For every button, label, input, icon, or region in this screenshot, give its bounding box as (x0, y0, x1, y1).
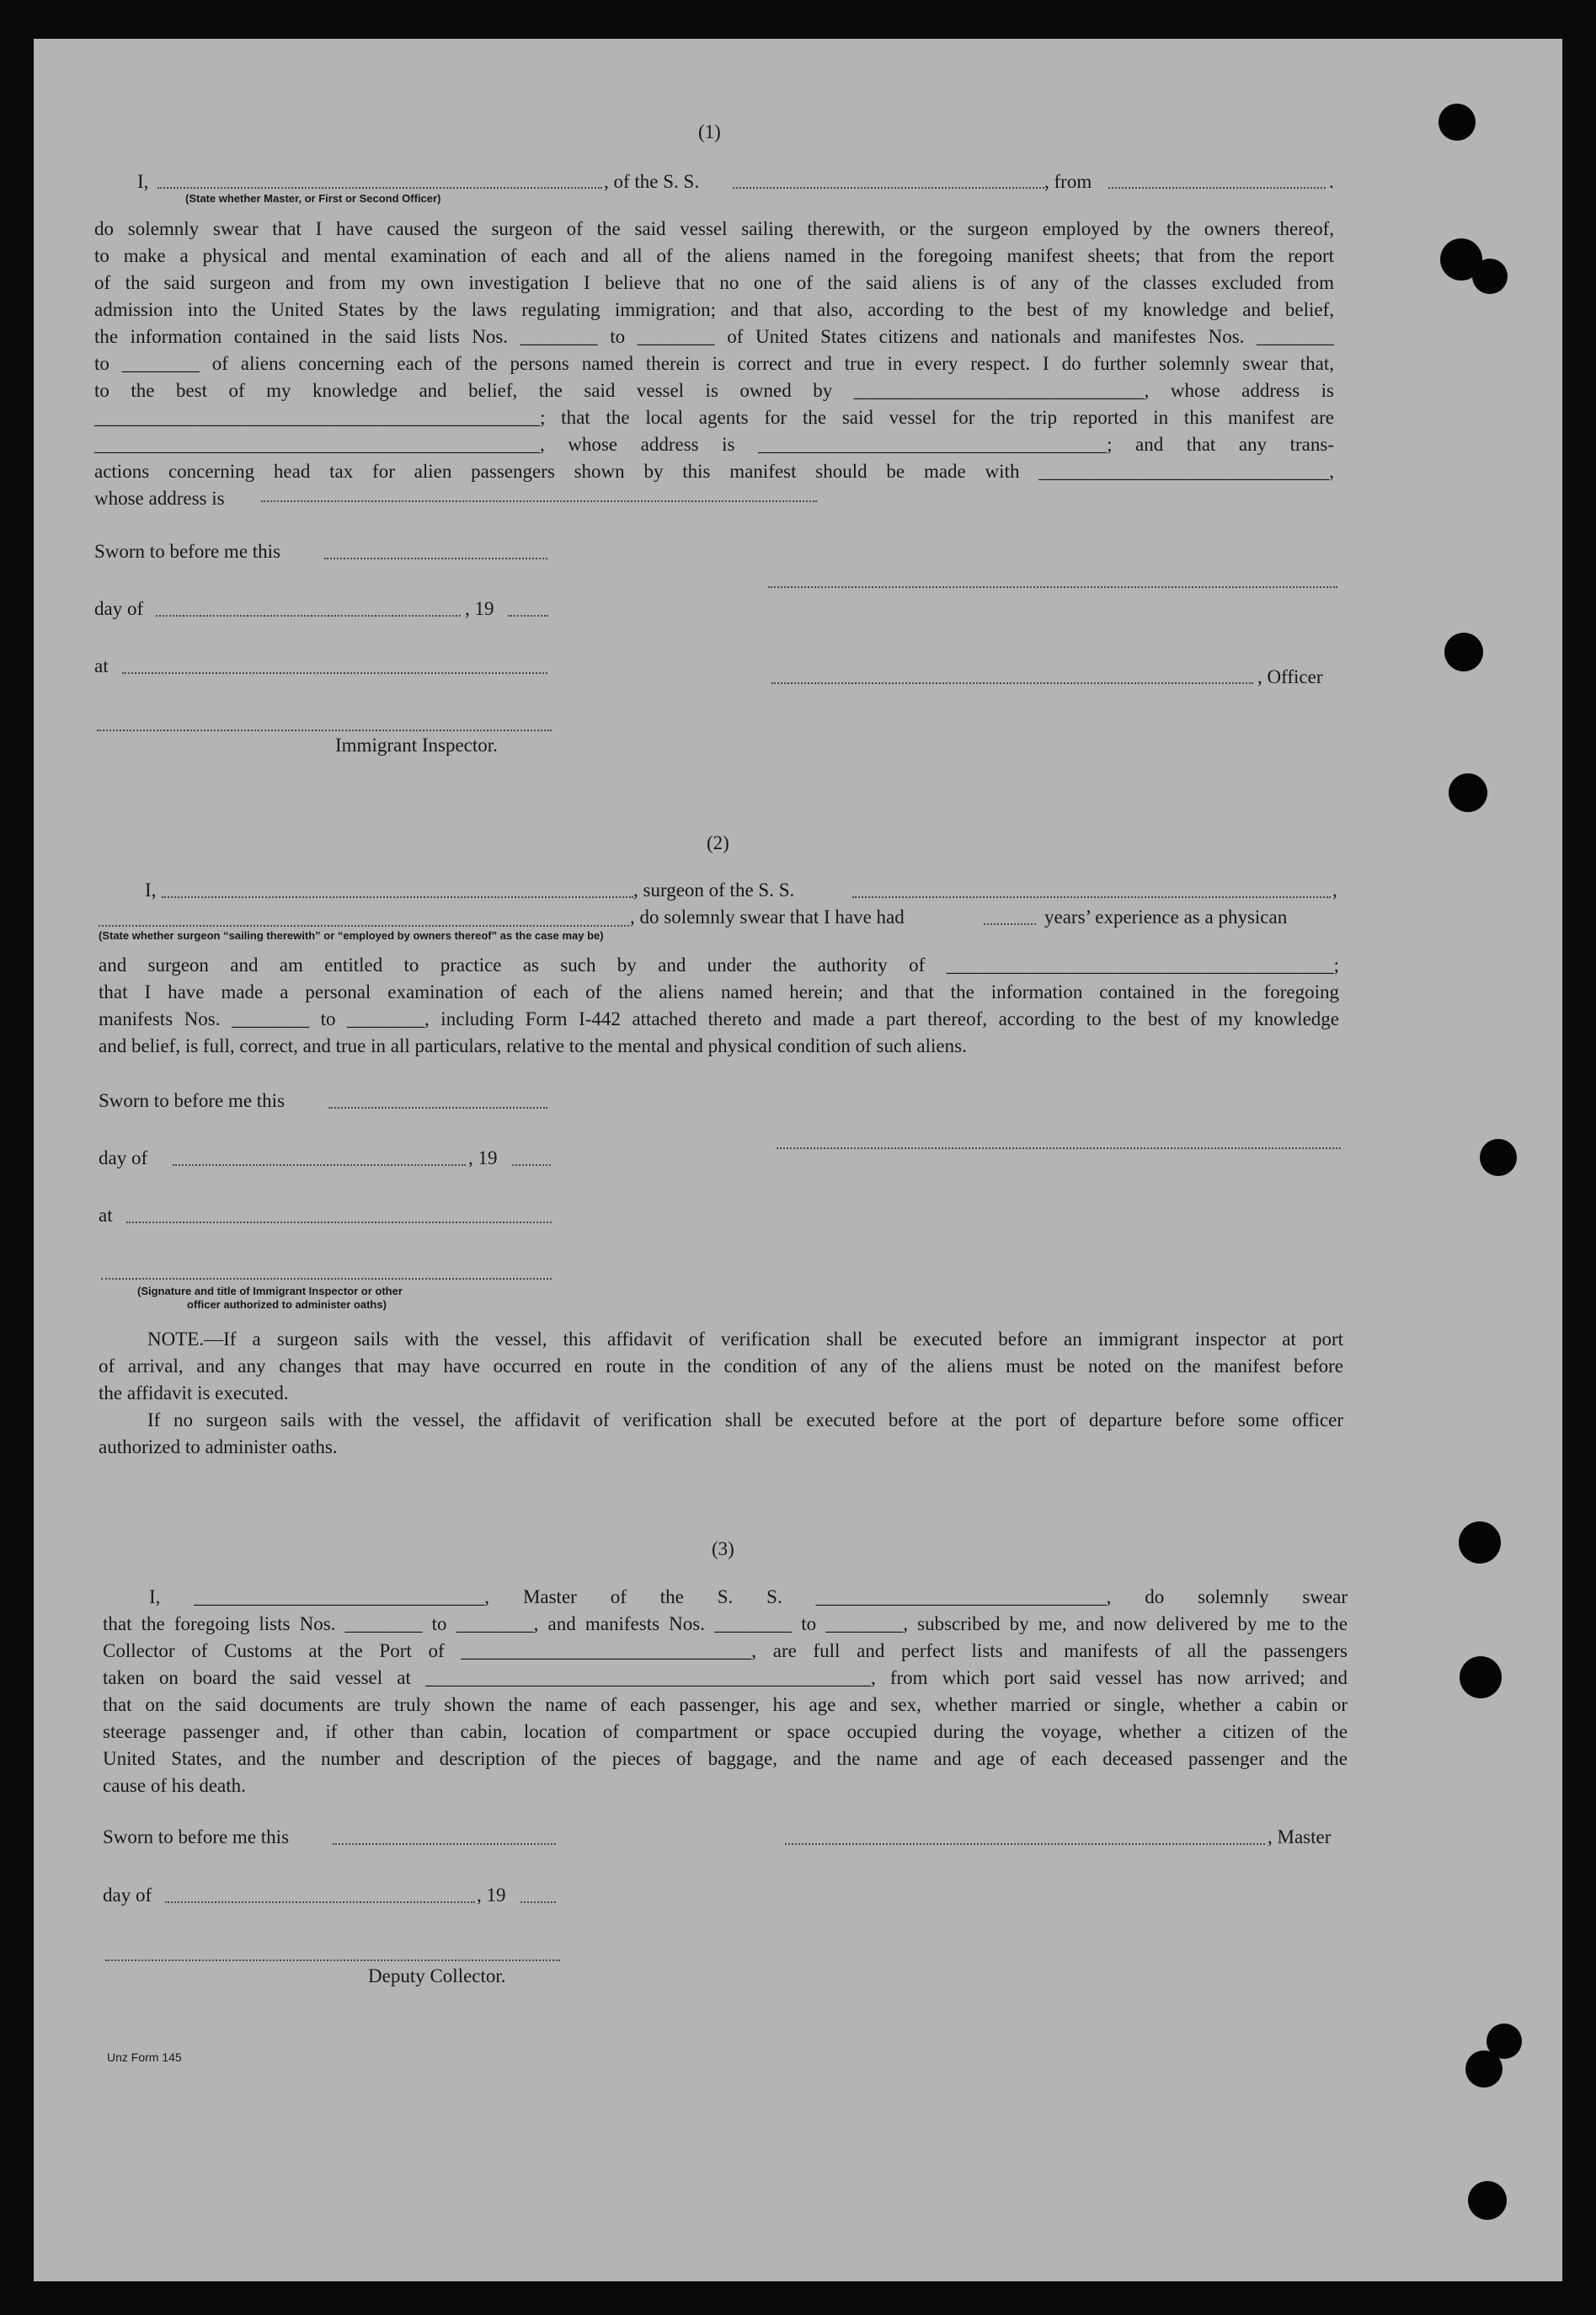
binder-hole (1468, 2181, 1507, 2220)
note-line: of arrival, and any changes that may have occurred en route in the condition of any of the aliens must be noted on the manifest before (99, 1355, 1343, 1377)
line-end: . (1329, 171, 1334, 192)
section-2-prefix: I, (145, 879, 157, 901)
binder-hole (1460, 1656, 1502, 1698)
officer-name-field[interactable] (157, 187, 602, 189)
deputy-label: Deputy Collector. (368, 1965, 506, 1986)
binder-hole (1459, 1521, 1501, 1564)
body-line: and belief, is full, correct, and true in all particulars, relative to the mental and physical condition of such aliens. (99, 1035, 967, 1056)
section-2-body (99, 952, 1339, 1060)
day-of-label: day of (103, 1885, 152, 1906)
note-paragraph-2 (99, 1407, 1343, 1461)
inspector-label: Immigrant Inspector. (335, 735, 498, 756)
body-line: admission into the United States by the laws regulating immigration; and that also, according to the best of my knowledge and belief, (94, 299, 1334, 320)
deputy-signature-field[interactable] (105, 1959, 560, 1961)
signature-caption: officer authorized to administer oaths) (187, 1298, 387, 1311)
head-tax-address-field[interactable] (261, 500, 817, 502)
binder-hole (1449, 773, 1487, 812)
binder-hole (1439, 104, 1476, 141)
section-1-number: (1) (698, 121, 721, 142)
master-signature-field[interactable] (785, 1843, 1265, 1845)
year-label: , 19 (465, 598, 494, 619)
body-line: of the said surgeon and from my own investigation I believe that no one of the said aliens is of any of the classes excluded from (94, 272, 1334, 293)
inspector-signature-field[interactable] (101, 1278, 552, 1280)
inspector-signature-field[interactable] (97, 730, 552, 731)
surgeon-caption: (State whether surgeon “sailing therewith” or “employed by owners thereof” as the case may be) (99, 929, 604, 942)
note-line: the affidavit is executed. (99, 1382, 289, 1403)
surgeon-signature-field[interactable] (777, 1147, 1341, 1149)
note-line: If no surgeon sails with the vessel, the affidavit of verification shall be executed before at the port of departure before some officer (147, 1409, 1343, 1430)
body-line: the information contained in the said lists Nos. ________ to ________ of United States citizens and nationals and manifestes Nos. ________ (94, 326, 1334, 347)
officer-label: , Officer (1257, 666, 1323, 687)
section-3-number: (3) (712, 1538, 734, 1559)
swear-years-label: , do solemnly swear that I have had (630, 906, 905, 928)
body-line: Collector of Customs at the Port of ______________________________, are full and perfect lists and manifests of all the passengers (103, 1640, 1348, 1661)
body-line: cause of his death. (103, 1775, 246, 1796)
body-line: ______________________________________________, whose address is ____________________________________; and that any trans- (94, 434, 1334, 455)
body-line: taken on board the said vessel at ______________________________________________, from which port said vessel has now arrived; and (103, 1667, 1348, 1688)
body-line: to make a physical and mental examination of each and all of the aliens named in the foregoing manifest sheets; that from the report (94, 245, 1334, 266)
year-label: , 19 (477, 1885, 506, 1906)
binder-hole (1465, 2050, 1503, 2088)
from-port-field[interactable] (1108, 187, 1326, 189)
body-line: to the best of my knowledge and belief, the said vessel is owned by ______________________________, whose address is (94, 380, 1334, 401)
body-line: that on the said documents are truly shown the name of each passenger, his age and sex, whether married or single, whether a cabin or (103, 1694, 1348, 1715)
note-paragraph (99, 1326, 1343, 1407)
year-field[interactable] (508, 615, 548, 617)
body-line: whose address is (94, 488, 225, 509)
binder-hole (1444, 633, 1483, 671)
month-field[interactable] (156, 615, 461, 617)
section-1-body (94, 216, 1334, 512)
binder-hole (1480, 1139, 1517, 1176)
surgeon-type-field[interactable] (99, 925, 629, 927)
surgeon-of-label: , surgeon of the S. S. (633, 879, 795, 901)
binder-hole (1472, 259, 1508, 294)
month-field[interactable] (165, 1901, 475, 1903)
vessel-name-field[interactable] (733, 187, 1044, 189)
day-of-label: day of (94, 598, 144, 619)
surgeon-name-field[interactable] (162, 896, 633, 898)
sworn-label: Sworn to before me this (99, 1090, 286, 1111)
body-line: that the foregoing lists Nos. ________ to ________, and manifests Nos. ________ to ________, subscribed by me, and now delivered by me to the (103, 1613, 1348, 1634)
day-of-label: day of (99, 1147, 148, 1168)
officer-signature-line-top[interactable] (768, 586, 1337, 588)
at-label: at (94, 655, 109, 676)
body-line: ______________________________________________; that the local agents for the said vessel for the trip reported in this manifest are (94, 407, 1334, 428)
surgeon-vessel-field[interactable] (852, 896, 1331, 898)
section-2-number: (2) (707, 832, 729, 853)
year-label: , 19 (468, 1147, 498, 1168)
sworn-day-field[interactable] (324, 558, 547, 559)
note-line: authorized to administer oaths. (99, 1436, 338, 1457)
month-field[interactable] (173, 1164, 466, 1166)
body-line: manifests Nos. ________ to ________, including Form I-442 attached thereto and made a part thereof, according to the best of my knowledge (99, 1008, 1339, 1029)
body-line: and surgeon and am entitled to practice as such by and under the authority of ________________________________________; (99, 954, 1339, 976)
signature-caption: (Signature and title of Immigrant Inspector or other (137, 1285, 403, 1297)
section-3-body (103, 1584, 1348, 1799)
body-line: steerage passenger and, if other than cabin, location of compartment or space occupied during the voyage, whether a citizen of the (103, 1721, 1348, 1742)
officer-signature-field[interactable] (771, 682, 1253, 684)
note-line: NOTE.—If a surgeon sails with the vessel, this affidavit of verification shall be executed before an immigrant inspector at port (147, 1329, 1343, 1350)
at-place-field[interactable] (126, 1222, 552, 1223)
sworn-day-field[interactable] (328, 1107, 547, 1109)
years-field[interactable] (984, 923, 1036, 925)
body-line: actions concerning head tax for alien passengers shown by this manifest should be made with ______________________________, (94, 461, 1334, 482)
body-line: to ________ of aliens concerning each of the persons named therein is correct and true in every respect. I do further solemnly swear that, (94, 353, 1334, 374)
body-line: that I have made a personal examination of each of the aliens named herein; and that the information contained in the foregoing (99, 981, 1339, 1002)
sworn-label: Sworn to before me this (94, 541, 281, 562)
ss-label: , of the S. S. (604, 171, 700, 192)
year-field[interactable] (520, 1901, 556, 1903)
sworn-label: Sworn to before me this (103, 1826, 290, 1847)
line-end: , (1332, 879, 1337, 901)
body-line: do solemnly swear that I have caused the surgeon of the said vessel sailing therewith, or the surgeon employed by the owners thereof, (94, 218, 1334, 239)
body-line: I, ______________________________, Master of the S. S. ______________________________, do solemnly swear (149, 1586, 1348, 1607)
sworn-day-field[interactable] (333, 1843, 556, 1845)
experience-label: years’ experience as a physican (1044, 906, 1288, 928)
section-1-prefix: I, (137, 171, 149, 192)
master-label: , Master (1268, 1826, 1332, 1847)
at-place-field[interactable] (122, 672, 547, 674)
at-label: at (99, 1205, 113, 1226)
year-field[interactable] (512, 1164, 551, 1166)
from-label: , from (1044, 171, 1092, 192)
body-line: United States, and the number and description of the pieces of baggage, and the name and age of each deceased passenger and the (103, 1748, 1348, 1769)
form-id: Unz Form 145 (107, 2050, 182, 2064)
officer-caption: (State whether Master, or First or Second Officer) (185, 192, 441, 205)
